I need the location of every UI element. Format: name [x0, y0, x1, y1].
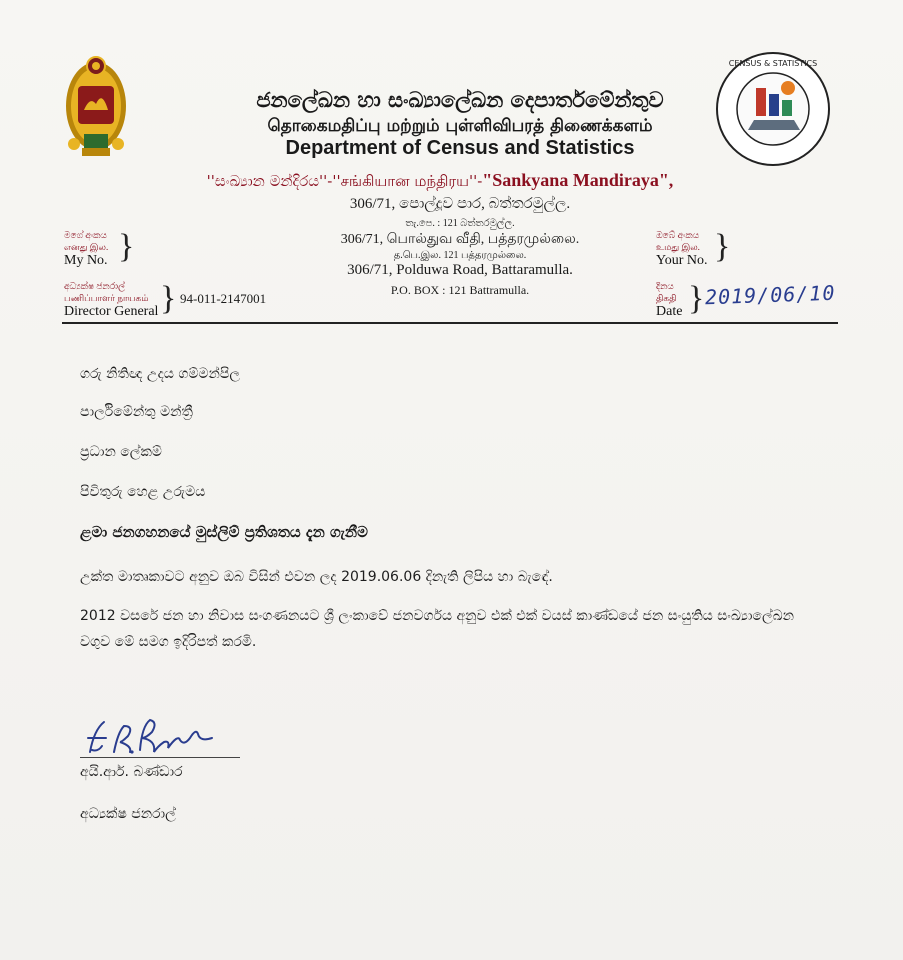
- signature-line: [80, 757, 240, 758]
- svg-text:CENSUS & STATISTICS: CENSUS & STATISTICS: [728, 59, 818, 68]
- date-label-english: Date: [656, 304, 683, 319]
- your-no-block: [656, 229, 707, 269]
- my-no-label-sinhala: මගේ අංකය: [64, 230, 107, 240]
- addressee-line-2: පාර්ලිමේන්තු මන්ත්‍රී: [80, 404, 193, 420]
- my-no-label-tamil: எனது இல.: [64, 242, 109, 252]
- paragraph-2: 2012 වසරේ ජන හා නිවාස සංගණනයට ශ්‍රී ලංකාවේ ජනවර්ගය අනුව එක් එක් වයස් කාණ්ඩයේ ජන සංයුතිය සංඛ්‍යාලේඛන වගුව මේ සමග ඉදිරිපත් කරමි.: [80, 608, 795, 650]
- dg-label-english: Director General: [64, 304, 159, 319]
- date-brace: }: [688, 280, 705, 317]
- sri-lanka-emblem-icon: [62, 50, 130, 165]
- date-label-sinhala: දිනය: [656, 281, 674, 291]
- my-no-block: [64, 229, 108, 269]
- pobox-tamil: த.பெ.இல. 121 பத்தரமுல்லை.: [393, 250, 527, 261]
- dg-brace: }: [160, 280, 177, 317]
- pobox-english: P.O. BOX : 121 Battramulla.: [390, 283, 530, 297]
- building-name-tamil: ''சங்கியான மந்திரய''-: [332, 172, 483, 190]
- building-name: [120, 170, 760, 192]
- date-label-tamil: திகதி: [656, 293, 677, 303]
- address-sinhala: 306/71, පොල්දූව පාර, බත්තරමුල්ල.: [349, 196, 571, 212]
- dg-block: [64, 280, 158, 320]
- building-name-english: "Sankyana Mandiraya",: [482, 170, 674, 190]
- letter-subject: ළමා ජනගහනයේ මුස්ලිම් ප්‍රතිශතය දැන ගැනීම: [80, 523, 368, 541]
- paragraph-1: උක්ත මාතෘකාවට අනුව ඔබ විසින් එවන ලද 2019.06.06 දිනැති ලිපිය හා බැඳේ.: [80, 569, 553, 585]
- pobox-sinhala: තැ.පෙ. : 121 බත්තරමුල්ල.: [405, 218, 515, 229]
- signatory-title: අධ්‍යක්ෂ ජනරාල්: [80, 806, 176, 822]
- dg-label-sinhala: අධ්‍යක්ෂ ජනරාල්: [64, 281, 126, 291]
- your-no-label-sinhala: ඔබේ අංකය: [656, 230, 700, 240]
- dg-label-tamil: பணிப்பாளர் நாயகம்: [64, 293, 149, 303]
- your-no-label-tamil: உமது இல.: [656, 242, 700, 252]
- my-no-label-english: My No.: [64, 253, 108, 268]
- your-no-label-english: Your No.: [656, 253, 708, 268]
- handwritten-date: 2019/06/10: [704, 280, 836, 310]
- address-english: 306/71, Polduwa Road, Battaramulla.: [347, 262, 573, 278]
- building-name-sinhala: ''සංඛ්‍යාන මන්දිරය''-: [206, 172, 333, 190]
- addressee-line-3: ප්‍රධාන ලේකම්: [80, 444, 162, 460]
- signatory-name: අයි.ආර්. බණ්ඩාර: [80, 764, 183, 780]
- handwritten-signature-icon: [82, 712, 222, 762]
- dept-title-tamil: தொகைமதிப்பு மற்றும் புள்ளிவிபரத் திணைக்களம்: [267, 116, 653, 136]
- addressee-line-4: පිවිතුරු හෙළ උරුමය: [80, 484, 206, 500]
- date-block: [656, 280, 682, 320]
- dept-title-english: Department of Census and Statistics: [285, 137, 635, 159]
- my-no-brace: }: [118, 228, 135, 265]
- dg-phone: 94-011-2147001: [180, 291, 267, 306]
- address-tamil: 306/71, பொல்துவ வீதி, பத்தரமுல்லை.: [340, 232, 580, 247]
- your-no-brace: }: [714, 228, 731, 265]
- header-divider: [62, 322, 838, 324]
- dept-title-sinhala: ජනලේඛන හා සංඛ්‍යාලේඛන දෙපාර්තමේන්තුව: [256, 88, 664, 112]
- addressee-line-1: ගරු නිතිඥ උදය ගම්මන්පිල: [80, 366, 241, 382]
